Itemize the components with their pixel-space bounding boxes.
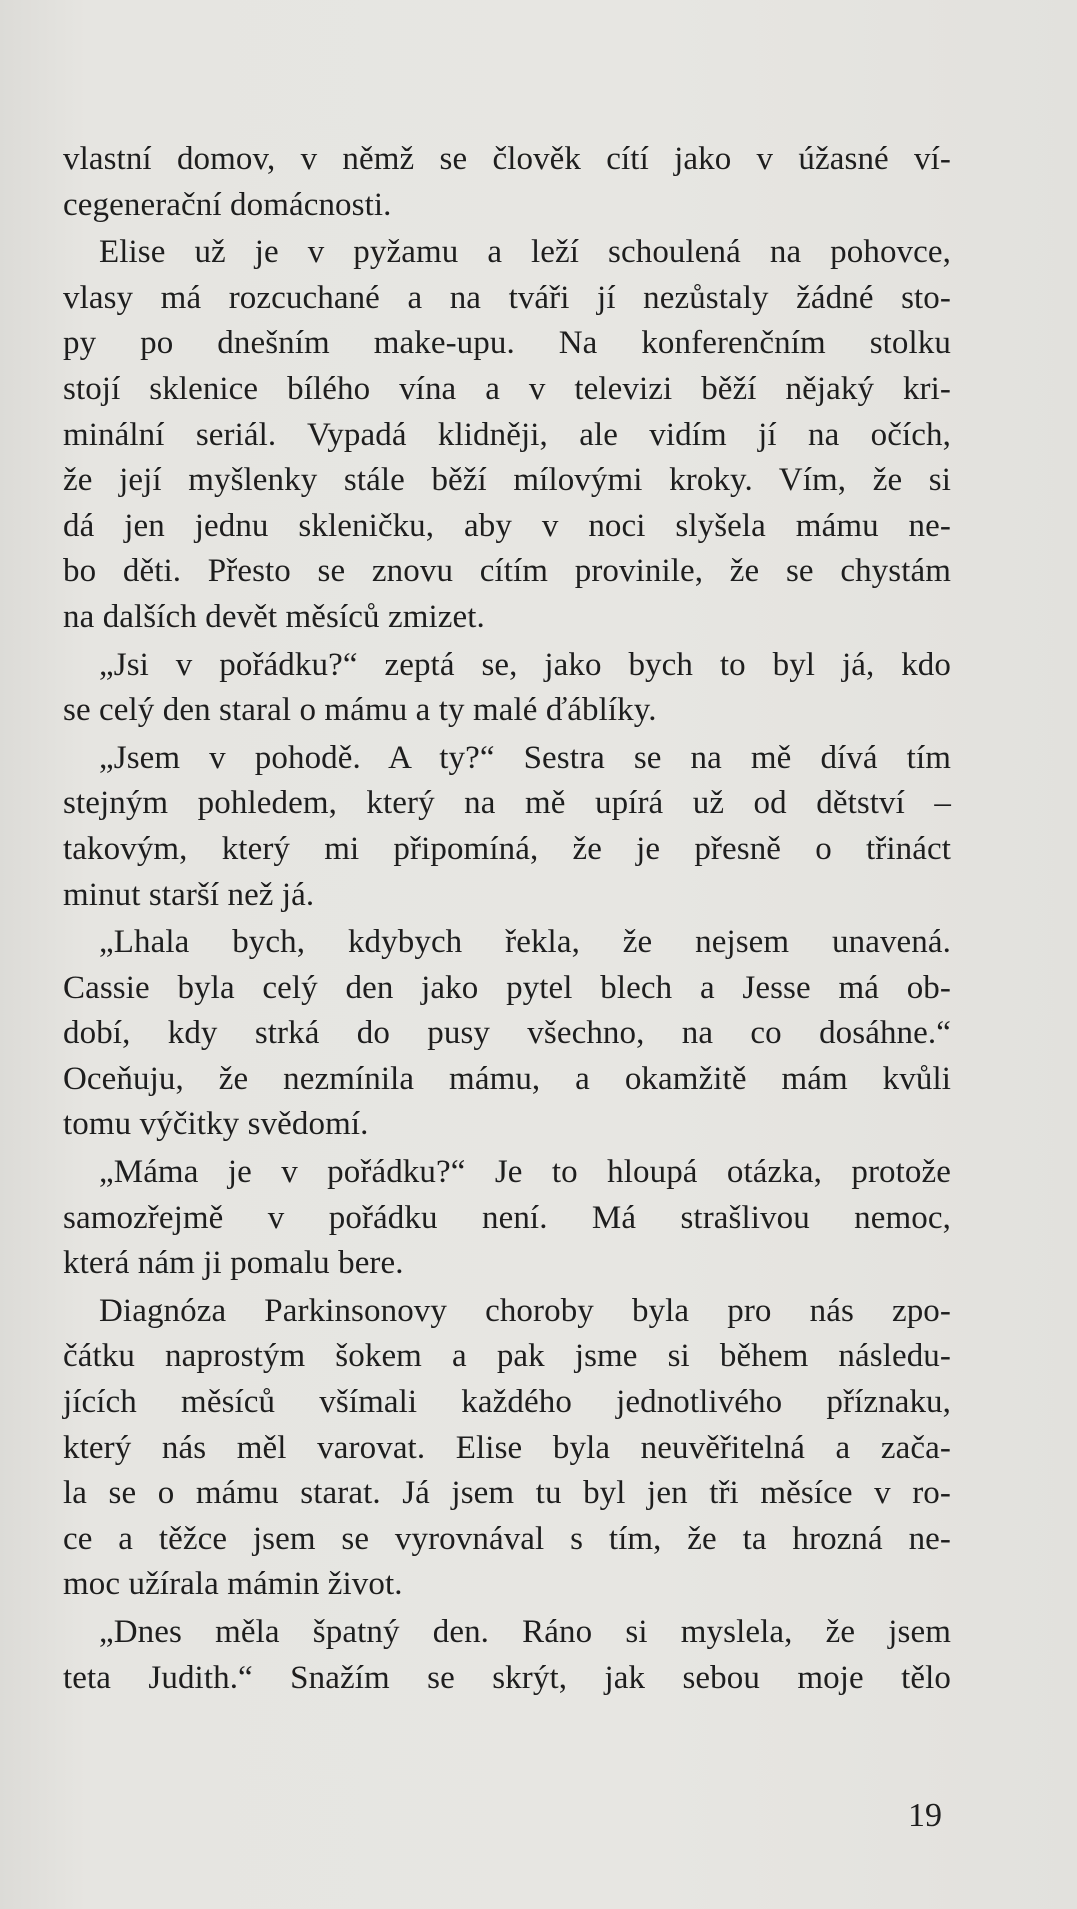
text-line: čátku naprostým šokem a pak jsme si během následu- (63, 1338, 951, 1375)
text-line: bo děti. Přesto se znovu cítím provinile, že se chystám (63, 553, 951, 590)
text-line: cegenerační domácnosti. (63, 186, 392, 223)
text-line: tomu výčitky svědomí. (63, 1106, 369, 1143)
paragraph (63, 1289, 951, 1608)
text-line: Elise už je v pyžamu a leží schoulená na pohovce, (99, 234, 951, 271)
paragraph (63, 643, 951, 734)
text-line: stojí sklenice bílého vína a v televizi běží nějaký kri- (63, 370, 951, 407)
text-line: „Máma je v pořádku?“ Je to hloupá otázka, protože (99, 1154, 951, 1191)
text-line: na dalších devět měsíců zmizet. (63, 598, 485, 635)
text-line: moc užírala mámin život. (63, 1566, 403, 1603)
paragraph (63, 1610, 951, 1701)
text-line: „Dnes měla špatný den. Ráno si myslela, že jsem (99, 1614, 951, 1650)
text-line: který nás měl varovat. Elise byla neuvěřitelná a zača- (63, 1429, 951, 1466)
text-line: se celý den staral o mámu a ty malé ďáblíky. (63, 692, 657, 729)
paragraph (63, 137, 951, 228)
paragraph (63, 230, 951, 640)
text-line: minut starší než já. (63, 876, 315, 913)
text-line: la se o mámu starat. Já jsem tu byl jen tři měsíce v ro- (63, 1475, 951, 1512)
paragraph (63, 920, 951, 1148)
text-line: dá jen jednu skleničku, aby v noci slyšela mámu ne- (63, 507, 951, 544)
text-line: jících měsíců všímali každého jednotlivého příznaku, (63, 1384, 951, 1421)
text-line: stejným pohledem, který na mě upírá už od dětství – (63, 785, 951, 822)
paragraph (63, 1150, 951, 1287)
body-text (63, 137, 951, 1701)
text-line: že její myšlenky stále běží mílovými kroky. Vím, že si (63, 462, 951, 499)
text-line: vlastní domov, v němž se člověk cítí jako v úžasné ví- (63, 141, 951, 177)
text-line: dobí, kdy strká do pusy všechno, na co dosáhne.“ (63, 1015, 951, 1052)
text-line: vlasy má rozcuchané a na tváři jí nezůstaly žádné sto- (63, 279, 951, 316)
text-line: teta Judith.“ Snažím se skrýt, jak sebou moje tělo (63, 1659, 951, 1696)
text-line: „Jsem v pohodě. A ty?“ Sestra se na mě dívá tím (99, 739, 951, 776)
page-number: 19 (908, 1797, 942, 1834)
text-line: „Jsi v pořádku?“ zeptá se, jako bych to byl já, kdo (99, 646, 951, 683)
text-line: „Lhala bych, kdybych řekla, že nejsem unavená. (99, 924, 951, 961)
text-line: ce a těžce jsem se vyrovnával s tím, že ta hrozná ne- (63, 1520, 951, 1557)
text-line: Cassie byla celý den jako pytel blech a Jesse má ob- (63, 969, 951, 1006)
text-line: která nám ji pomalu bere. (63, 1245, 404, 1282)
text-line: takovým, který mi připomíná, že je přesně o třináct (63, 830, 951, 867)
paragraph (63, 736, 951, 918)
text-line: py po dnešním make-upu. Na konferenčním stolku (63, 325, 951, 362)
text-line: samozřejmě v pořádku není. Má strašlivou nemoc, (63, 1199, 951, 1236)
text-line: minální seriál. Vypadá klidněji, ale vidím jí na očích, (63, 416, 951, 453)
text-line: Oceňuju, že nezmínila mámu, a okamžitě mám kvůli (63, 1060, 951, 1097)
text-line: Diagnóza Parkinsonovy choroby byla pro nás zpo- (99, 1292, 951, 1329)
